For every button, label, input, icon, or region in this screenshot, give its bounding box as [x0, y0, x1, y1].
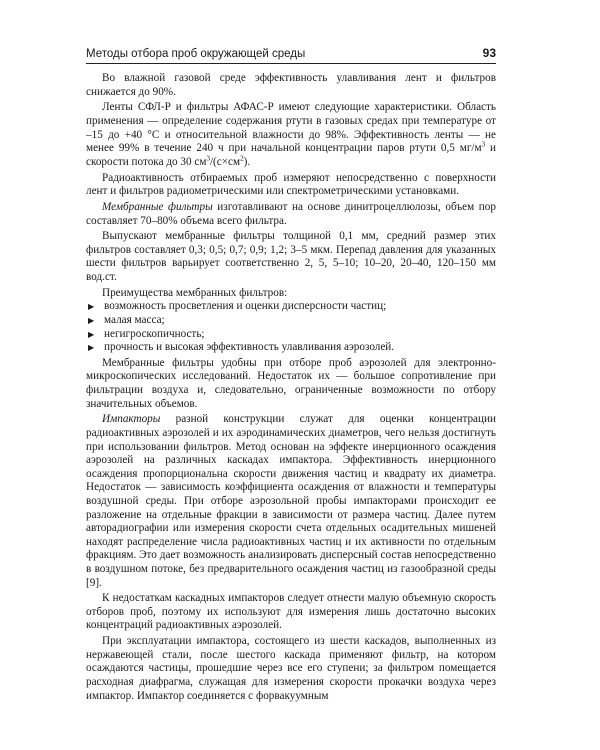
paragraph-8	[86, 413, 496, 590]
running-header	[86, 40, 496, 64]
page-body	[86, 72, 496, 705]
paragraph-6: Преимущества мембранных фильтров:	[102, 286, 288, 299]
paragraph-2	[86, 101, 496, 169]
paragraph-2-text-a: Ленты СФЛ-Р и фильтры АФАС-Р имеют следующие характеристики. Область применения — определение содержания ртути в газовых средах при температуре от –15 до +40 °С и относительной влажности до 98%. Эффективность ленты — не менее 99% в течение 240 ч при начальной концентрации паров ртути 0,5 мг/м	[86, 101, 496, 155]
triangle-right-icon: ▶	[88, 302, 95, 312]
paragraph-2-text-d: ).	[243, 155, 251, 168]
list-item	[86, 314, 496, 328]
page-number: 93	[482, 46, 496, 60]
paragraph-4	[86, 201, 496, 228]
running-title: Методы отбора проб окружающей среды	[86, 48, 306, 60]
paragraph-1: Во влажной газовой среде эффективность улавливания лент и фильтров снижается до 90%.	[86, 72, 496, 98]
paragraph-2-text-b: и скорости потока до 30 см	[86, 142, 496, 168]
paragraph-10: При эксплуатации импактора, состоящего из шести каскадов, выполненных из нержавеющей стали, после шестого каскада применяют фильтр, на котором осаждаются частицы, прошедшие через все его ступени; за фильтром помещается расходная диафрагма, служащая для измерения скорости прокачки воздуха через импактор. Импактор соединяется с форвакуумным	[86, 635, 496, 702]
list-item-text: прочность и высокая эффективность улавливания аэрозолей.	[104, 341, 395, 354]
superscript-m3: 3	[481, 140, 486, 149]
term-membrane-filters: Мембранные фильтры	[102, 200, 213, 213]
paragraph-5: Выпускают мембранные фильтры толщиной 0,1 мм, средний размер этих фильтров составляет 0,3; 0,5; 0,7; 0,9; 1,2; 3–5 мкм. Перепад давления для указанных шести фильтров варьирует соответственно 2, 5, 5–10; 10–20, 20–40, 120–150 мм вод.ст.	[86, 230, 496, 284]
triangle-right-icon: ▶	[88, 316, 95, 326]
list-item-text: негигроскопичность;	[104, 327, 205, 340]
superscript-cm3: 3	[206, 154, 210, 163]
triangle-right-icon: ▶	[88, 343, 95, 353]
triangle-right-icon: ▶	[88, 329, 95, 339]
paragraph-8-text: разной конструкции служат для оценки концентрации радиоактивных аэрозолей и их аэродинамических диаметров, чего нельзя достигнуть при использовании фильтров. Метод основан на эффекте инерционного осаждения аэрозолей на различных каскадах импактора. Эффективность инерционного осаждения пропорциональна скорости движения частиц и квадрату их диаметра. Недостаток — зависимость коэффициента осаждения от влажности и температуры воздушной среды. При отборе аэрозольной пробы импакторами происходит ее разложение на отдельные фракции в зависимости от размера частиц. Далее путем авторадиографии или измерения скорости счета отдельных осадительных мишеней находят распределение числа радиоактивных частиц и их активности по отдельным фракциям. Это дает возможность анализировать дисперсный состав непосредственно в воздушном потоке, без предварительного осаждения частиц из газообразной среды [9].	[86, 413, 496, 589]
paragraph-7: Мембранные фильтры удобны при отборе проб аэрозолей для электронно-микроскопических исследований. Недостаток их — большое сопротивление при фильтрации воздуха и, следовательно, ограниченные возможности по отбору значительных объемов.	[86, 356, 496, 410]
paragraph-2-text-c: /(с×см	[209, 155, 241, 168]
paragraph-3: Радиоактивность отбираемых проб измеряют непосредственно с поверхности лент и фильтров радиометрическими или спектрометрическими установками.	[86, 171, 496, 198]
paragraph-4-text: изготавливают на основе динитроцеллюлозы, объем пор составляет 70–80% объема всего фильтра.	[86, 200, 496, 227]
list-item	[86, 341, 496, 355]
paragraph-9: К недостаткам каскадных импакторов следует отнести малую объемную скорость отборов проб, поэтому их используют для измерения лишь достаточно высоких концентраций радиоактивных аэрозолей.	[86, 592, 496, 632]
advantages-list	[86, 300, 496, 354]
superscript-cm2: 2	[240, 154, 244, 163]
list-item	[86, 328, 496, 342]
list-item	[86, 300, 496, 314]
term-impactors: Импакторы	[102, 413, 161, 426]
list-item-text: возможность просветления и оценки дисперсности частиц;	[104, 300, 387, 313]
list-item-text: малая масса;	[104, 314, 165, 327]
